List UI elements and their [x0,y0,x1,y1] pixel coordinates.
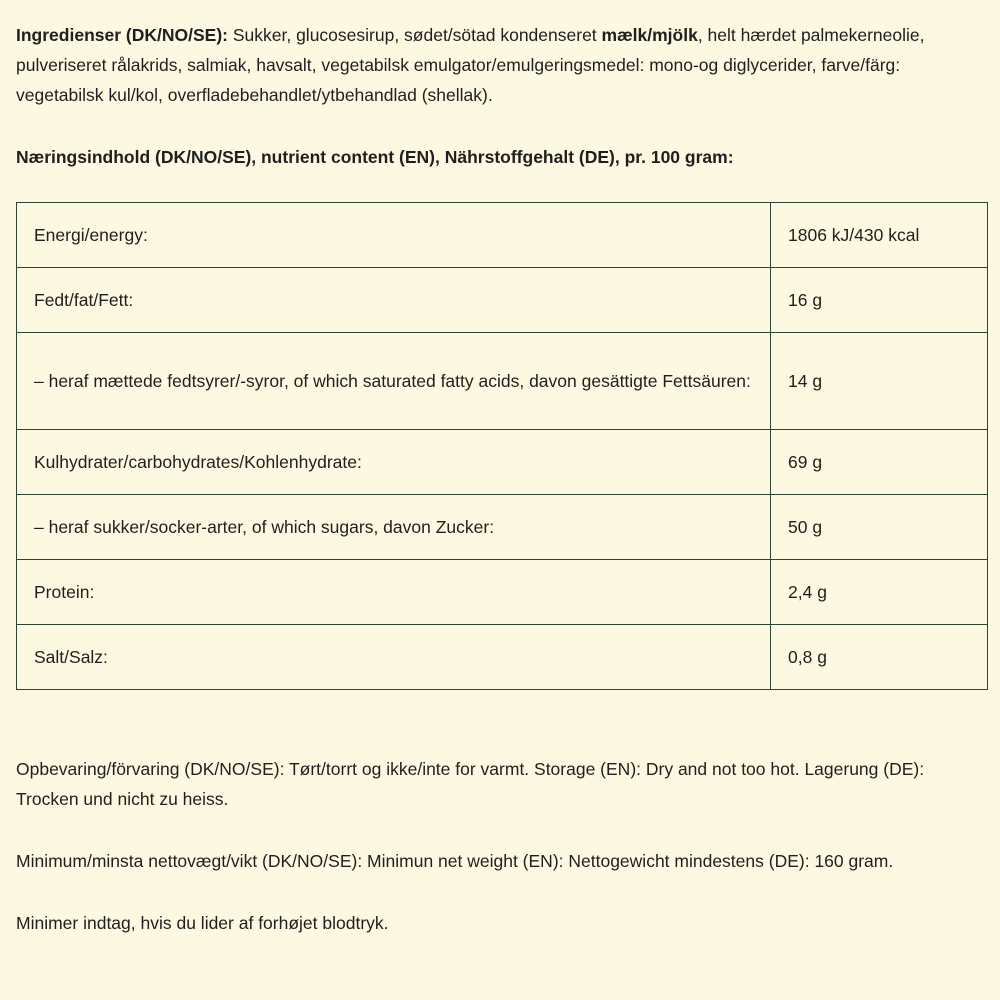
ingredients-paragraph [16,20,988,110]
ingredients-allergen: mælk/mjölk [601,25,698,45]
net-weight-paragraph: Minimum/minsta nettovægt/vikt (DK/NO/SE): Minimun net weight (EN): Nettogewicht mindestens (DE): 160 gram. [16,851,894,871]
table-row [17,203,988,268]
nutrient-label-salt: Salt/Salz: [17,625,771,690]
table-row [17,430,988,495]
table-row [17,495,988,560]
ingredients-label: Ingredienser (DK/NO/SE): [16,25,228,45]
nutrient-label-carbohydrates: Kulhydrater/carbohydrates/Kohlenhydrate: [17,430,771,495]
table-row [17,625,988,690]
table-row [17,560,988,625]
nutrient-value-salt: 0,8 g [771,625,988,690]
table-row [17,333,988,430]
nutrient-label-fat: Fedt/fat/Fett: [17,268,771,333]
blood-pressure-warning: Minimer indtag, hvis du lider af forhøjet blodtryk. [16,913,389,933]
nutrient-value-sugars: 50 g [771,495,988,560]
nutrition-heading: Næringsindhold (DK/NO/SE), nutrient content (EN), Nährstoffgehalt (DE), pr. 100 gram: [16,147,734,167]
table-row [17,268,988,333]
nutrient-label-saturated-fat: – heraf mættede fedtsyrer/-syror, of which saturated fatty acids, davon gesättigte Fettsäuren: [17,333,771,430]
nutrient-value-fat: 16 g [771,268,988,333]
nutrient-label-sugars: – heraf sukker/socker-arter, of which sugars, davon Zucker: [17,495,771,560]
nutrient-value-saturated-fat: 14 g [771,333,988,430]
ingredients-text-part-2: , helt hærdet palmekerneolie, pulveriseret rålakrids, salmiak, havsalt, vegetabilsk emulgator/emulgeringsmedel: mono-og diglycerider, farve/färg: vegetabilsk kul/kol, overfladebehandlet/ytbehandlad (shellak). [16,25,925,105]
nutrition-table [16,202,988,690]
storage-paragraph: Opbevaring/förvaring (DK/NO/SE): Tørt/torrt og ikke/inte for varmt. Storage (EN): Dry and not too hot. Lagerung (DE): Trocken und nicht zu heiss. [16,759,925,809]
nutrient-value-energy: 1806 kJ/430 kcal [771,203,988,268]
nutrient-label-energy: Energi/energy: [17,203,771,268]
nutrient-value-carbohydrates: 69 g [771,430,988,495]
nutrient-label-protein: Protein: [17,560,771,625]
product-info-page [16,20,988,938]
ingredients-text-part-1: Sukker, glucosesirup, sødet/sötad kondenseret [227,25,602,45]
nutrient-value-protein: 2,4 g [771,560,988,625]
